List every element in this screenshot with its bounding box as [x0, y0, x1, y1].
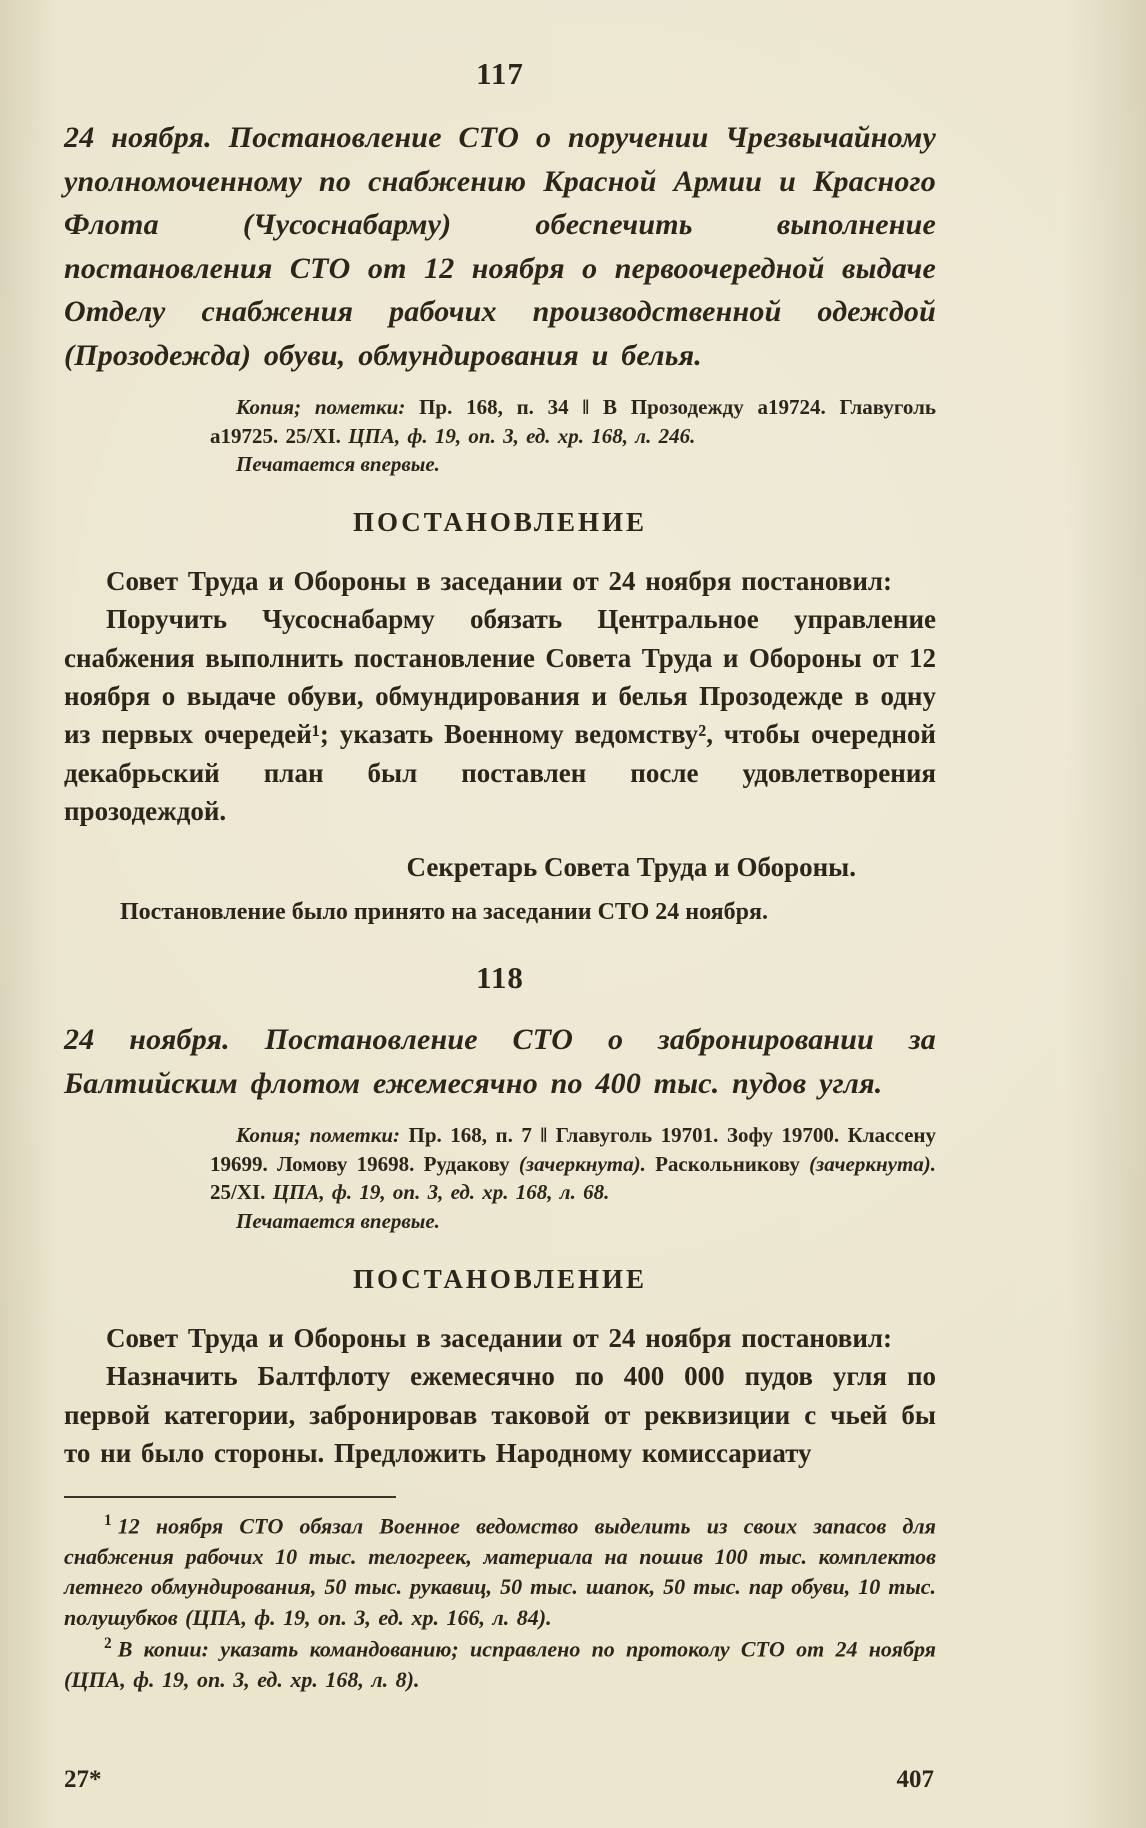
decree-heading-118: ПОСТАНОВЛЕНИЕ: [352, 1264, 648, 1295]
source-label: Копия; пометки:: [236, 395, 406, 419]
entry-118-number: 118: [476, 960, 524, 996]
footnote-separator-rule: [64, 1496, 396, 1498]
source-text-part-1: Пр. 168, п. 7 ‖ Главуголь 19701. Зофу 19700. Классену 19699. Ломову 19698. Рудакову: [210, 1123, 936, 1176]
signature-mark: 27*: [64, 1766, 102, 1793]
entry-117-first-pub-note: Печатается впервые.: [236, 452, 440, 477]
source-strikeout-note-1: (зачеркнута).: [518, 1151, 646, 1176]
footnote-2-marker: 2: [104, 1635, 112, 1653]
page-footer: [64, 1766, 934, 1794]
decree-117-paragraph-1: Совет Труда и Обороны в заседании от 24 ноября постановил:: [106, 566, 893, 597]
footnote-1: [64, 1510, 936, 1633]
footnote-2-text: В копии: указать командованию; исправлено по протоколу СТО от 24 ноября (ЦПА, ф. 19, оп. 3, ед. хр. 168, л. 8).: [64, 1636, 936, 1692]
source-label: Копия; пометки:: [236, 1123, 401, 1148]
footnote-1-text: 12 ноября СТО обязал Военное ведомство выделить из своих запасов для снабжения рабочих 10 тыс. телогреек, материала на пошив 100 тыс. комплектов летнего обмундирования, 50 тыс. рукавиц, 50 тыс. шапок, 50 тыс. пар обуви, 10 тыс. полушубков (ЦПА, ф. 19, оп. 3, ед. хр. 166, л. 84).: [64, 1513, 936, 1630]
source-text-part-3: 25/XI.: [210, 1180, 266, 1205]
source-archive-ref: ЦПА, ф. 19, оп. 3, ед. хр. 168, л. 68.: [272, 1180, 610, 1205]
footnote-2: [64, 1633, 936, 1695]
entry-117-summary: 24 ноября. Постановление СТО о поручении Чрезвычайному уполномоченному по снабжению Красной Армии и Красного Флота (Чусоснабарму) обеспечить выполнение постановления СТО от 12 ноября о первоочередной выдаче Отделу снабжения рабочих производственной одеждой (Прозодежда) обуви, обмундирования и белья.: [64, 121, 936, 372]
decree-117-adoption-note: Постановление было принято на заседании СТО 24 ноября.: [120, 899, 768, 926]
source-text-part-2: Раскольникову: [655, 1151, 800, 1176]
decree-heading-117: ПОСТАНОВЛЕНИЕ: [352, 507, 648, 538]
entry-117-number: 117: [476, 56, 524, 91]
entry-118-first-pub-note: Печатается впервые.: [236, 1209, 440, 1234]
decree-118-paragraph-2: Назначить Балтфлоту ежемесячно по 400 000 пудов угля по первой категории, забронировав таковой от реквизиции с чьей бы то ни было стороны. Предложить Народному комиссариату: [64, 1361, 936, 1469]
source-strikeout-note-2: (зачеркнута).: [809, 1151, 937, 1176]
entry-118-summary: 24 ноября. Постановление СТО о забронировании за Балтийским флотом ежемесячно по 400 тыс. пудов угля.: [64, 1023, 936, 1100]
decree-117-paragraph-2: Поручить Чусоснабарму обязать Центральное управление снабжения выполнить постановление Совета Труда и Обороны от 12 ноября о выдаче обуви, обмундирования и белья Прозодежде в одну из первых очередей¹; указать Военному ведомству², чтобы очередной декабрьский план был поставлен после удовлетворения прозодеждой.: [64, 604, 936, 827]
source-archive-ref: ЦПА, ф. 19, оп. 3, ед. хр. 168, л. 246.: [348, 423, 696, 448]
page-number: 407: [896, 1766, 934, 1793]
entry-117-source: [210, 393, 936, 450]
entry-118-source: [210, 1121, 936, 1207]
footnote-1-marker: 1: [104, 1512, 112, 1530]
decree-117-signature: Секретарь Совета Труда и Обороны.: [406, 852, 856, 883]
source-text: Пр. 168, п. 34 ‖ В Прозодежду а19724. Главуголь а19725. 25/XI.: [210, 395, 937, 448]
decree-118-paragraph-1: Совет Труда и Обороны в заседании от 24 ноября постановил:: [106, 1323, 893, 1354]
